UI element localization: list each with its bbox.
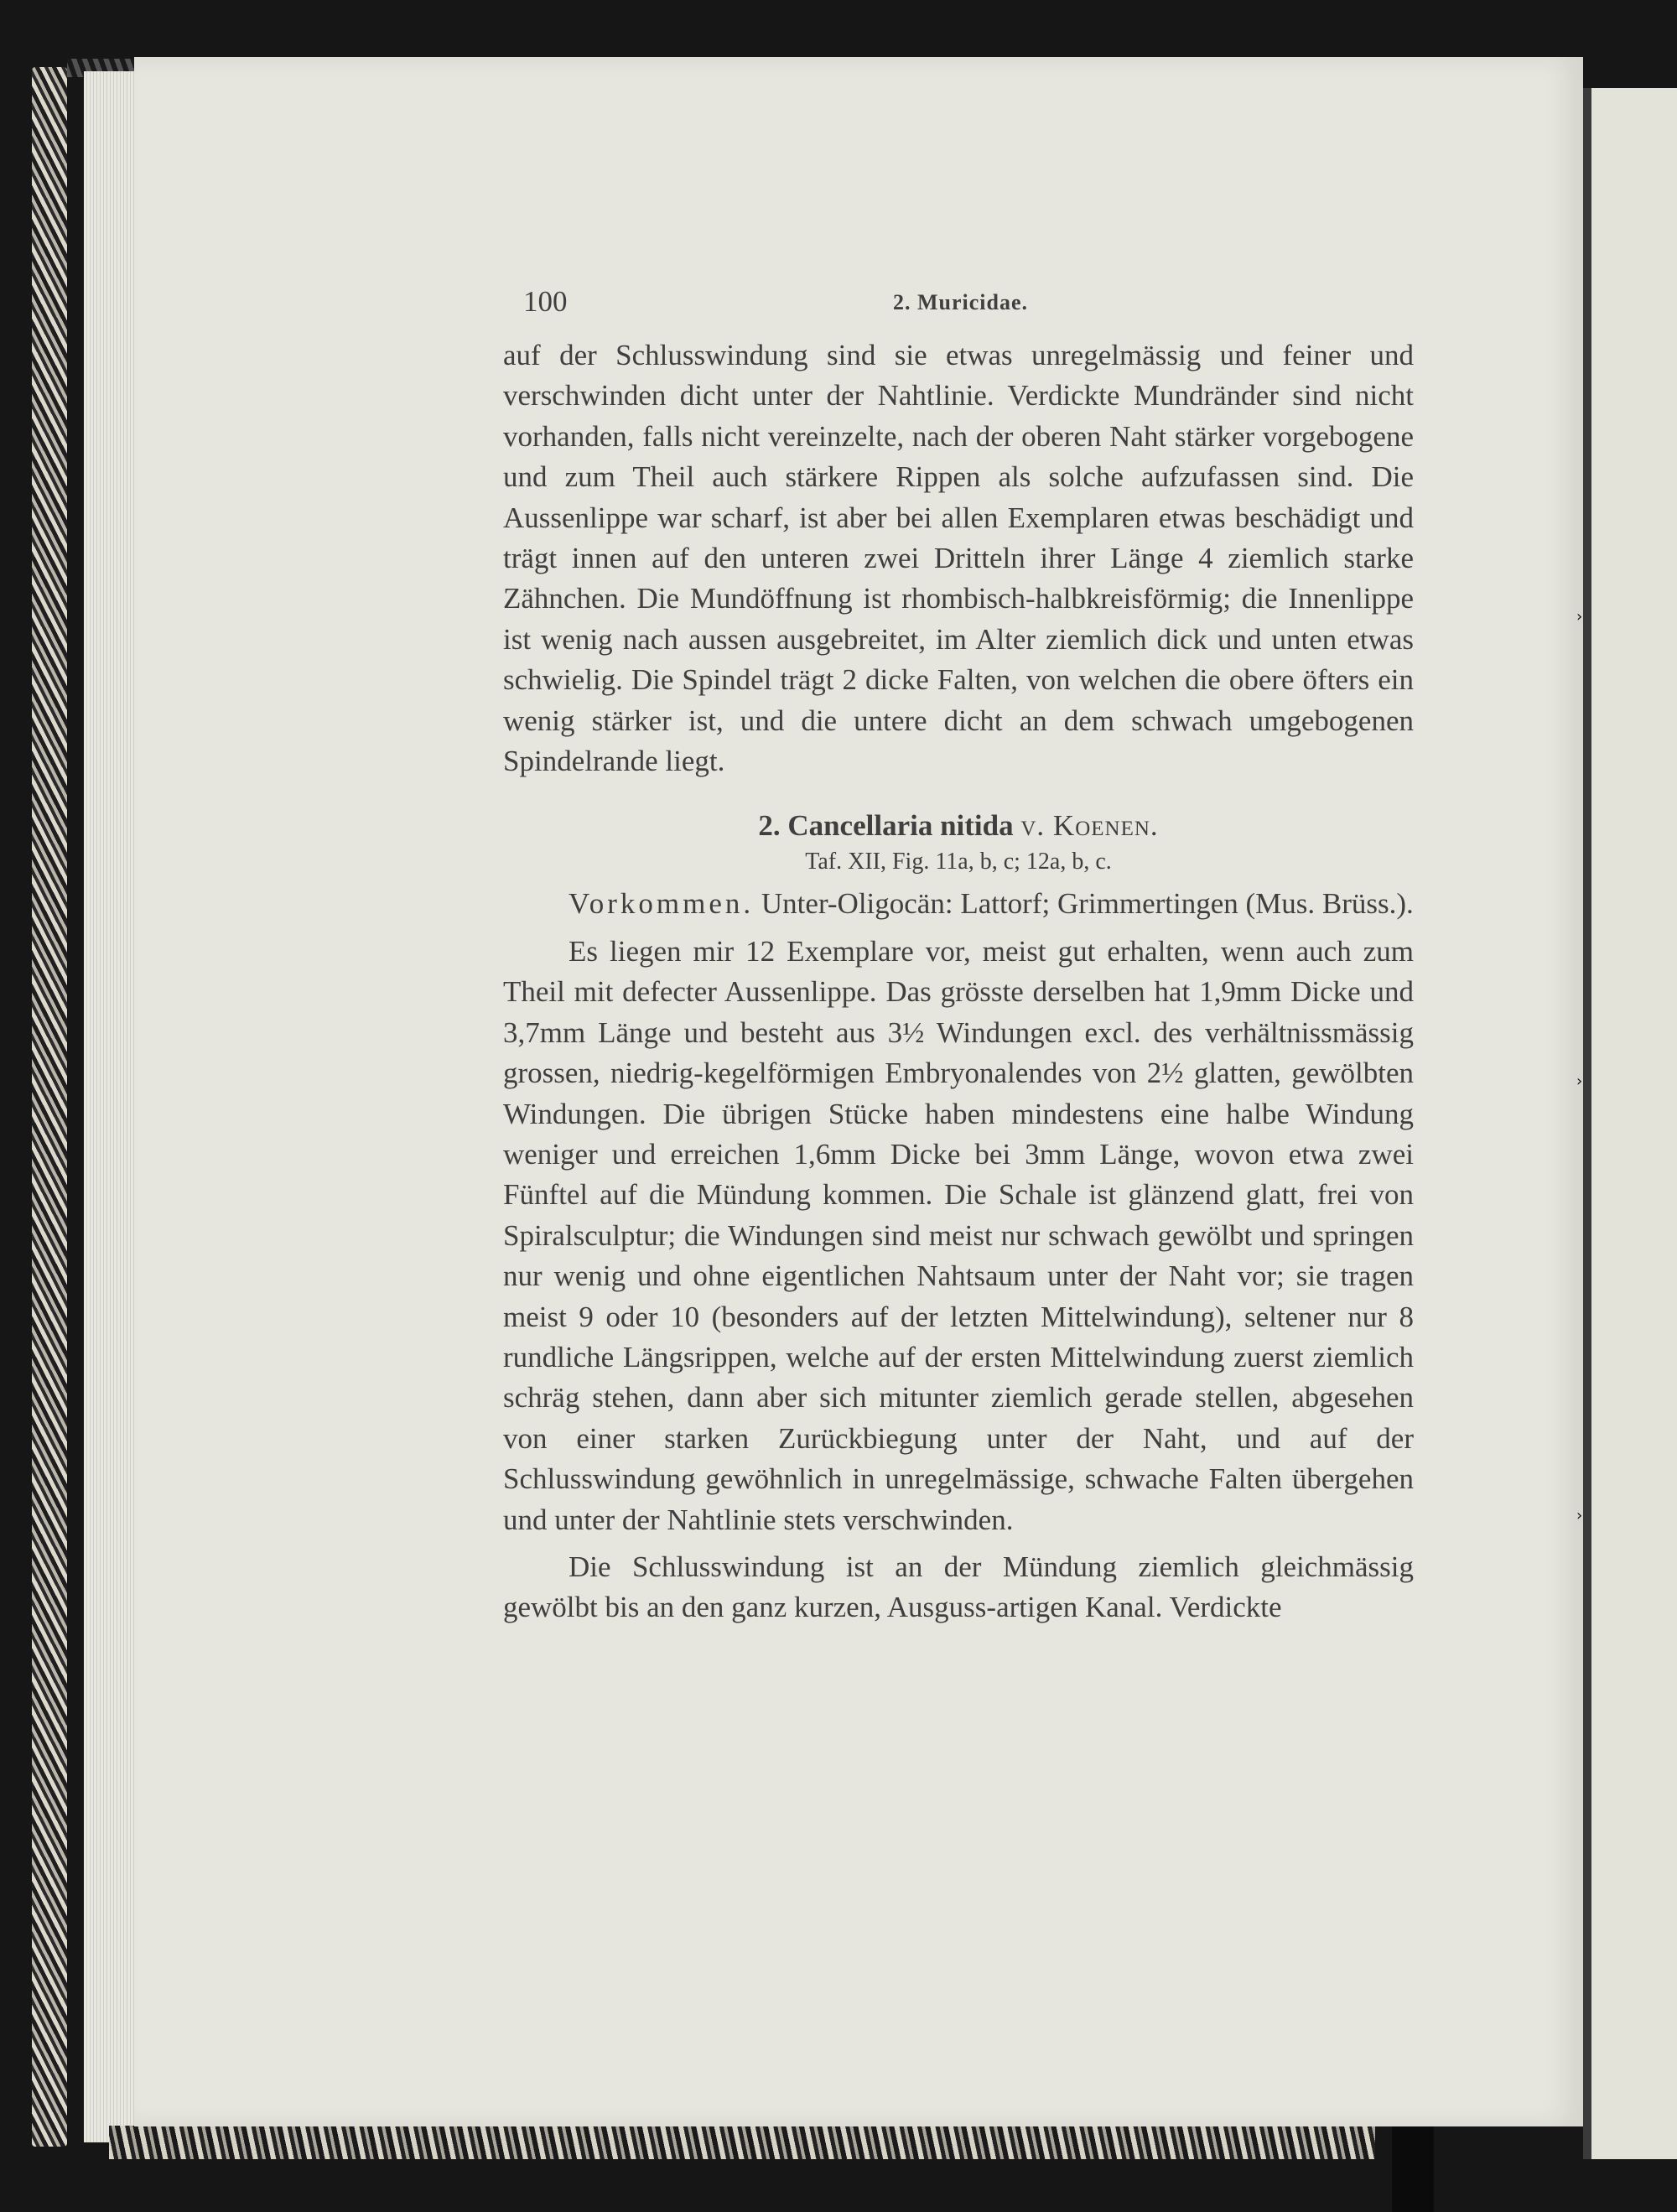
vorkommen-label: Vorkommen. xyxy=(569,887,755,921)
marbled-book-edge xyxy=(32,67,67,2147)
margin-mark-icon: › xyxy=(1576,1072,1583,1090)
plate-reference: Taf. XII, Fig. 11a, b, c; 12a, b, c. xyxy=(805,849,1112,875)
facing-page xyxy=(1591,88,1677,2159)
vorkommen-paragraph xyxy=(503,884,1414,924)
marbled-book-edge-bottom xyxy=(109,2126,1375,2159)
margin-mark-icon: › xyxy=(1576,608,1583,626)
paragraph-main: Es liegen mir 12 Exemplare vor, meist gut erhalten, wenn auch zum Theil mit defecter Aussenlippe. Das grösste derselben hat 1,9mm Dicke und 3,7mm Länge und besteht aus 3½ Windungen excl. des verhältnissmässig grossen, niedrig-kegelförmigen Embryonalendes von 2½ glatten, gewölbten Windungen. Die übrigen Stücke haben mindestens eine halbe Windung weniger und erreichen 1,6mm Dicke bei 3mm Länge, wovon etwa zwei Fünftel auf die Mündung kommen. Die Schale ist glänzend glatt, frei von Spiralsculptur; die Windungen sind meist nur schwach gewölbt und springen nur wenig und ohne eigentlichen Nahtsaum unter der Naht vor; sie tragen meist 9 oder 10 (besonders auf der letzten Mittelwindung), seltener nur 8 rundliche Längsrippen, welche auf der ersten Mittelwindung zuerst ziemlich schräg stehen, dann aber sich mitunter ziemlich gerade stellen, abgesehen von einer starken Zurückbiegung unter der Naht, und auf der Schlusswindung gewöhnlich in unregelmässige, schwache Falten übergehen und unter der Nahtlinie stets verschwinden. xyxy=(503,934,1414,1536)
paragraph-intro: auf der Schlusswindung sind sie etwas unregelmässig und feiner und verschwinden dicht unter der Nahtlinie. Verdickte Mundränder sind nicht vorhanden, falls nicht vereinzelte, nach der oberen Naht stärker vorgebogene und zum Theil auch stärkere Rippen als solche aufzufassen sind. Die Aussenlippe war scharf, ist aber bei allen Exemplaren etwas beschädigt und trägt innen auf den unteren zwei Dritteln ihrer Länge 4 ziemlich starke Zähnchen. Die Mundöffnung ist rhombisch-halbkreisförmig; die Innenlippe ist wenig nach aussen ausgebreitet, im Alter ziemlich dick und unten etwas schwielig. Die Spindel trägt 2 dicke Falten, von welchen die obere öfters ein wenig stärker ist, und die untere dicht an dem schwach umgebogenen Spindelrande liegt. xyxy=(503,339,1414,778)
running-head: 2. Muricidae. xyxy=(893,290,1029,314)
vorkommen-text: Unter-Oligocän: Lattorf; Grimmertingen (Mus. Brüss.). xyxy=(761,887,1414,921)
page-header xyxy=(503,285,1414,335)
margin-mark-icon: › xyxy=(1576,1507,1583,1524)
species-name: 2. Cancellaria nitida xyxy=(758,809,1014,843)
species-author: v. Koenen. xyxy=(1020,809,1159,843)
text-block xyxy=(503,285,1414,1628)
paragraph-last: Die Schlusswindung ist an der Mündung ziemlich gleichmässig gewölbt bis an den ganz kurzen, Ausguss-artigen Kanal. Verdickte xyxy=(503,1550,1414,1624)
page-number: 100 xyxy=(523,285,568,318)
section-title xyxy=(503,807,1414,845)
